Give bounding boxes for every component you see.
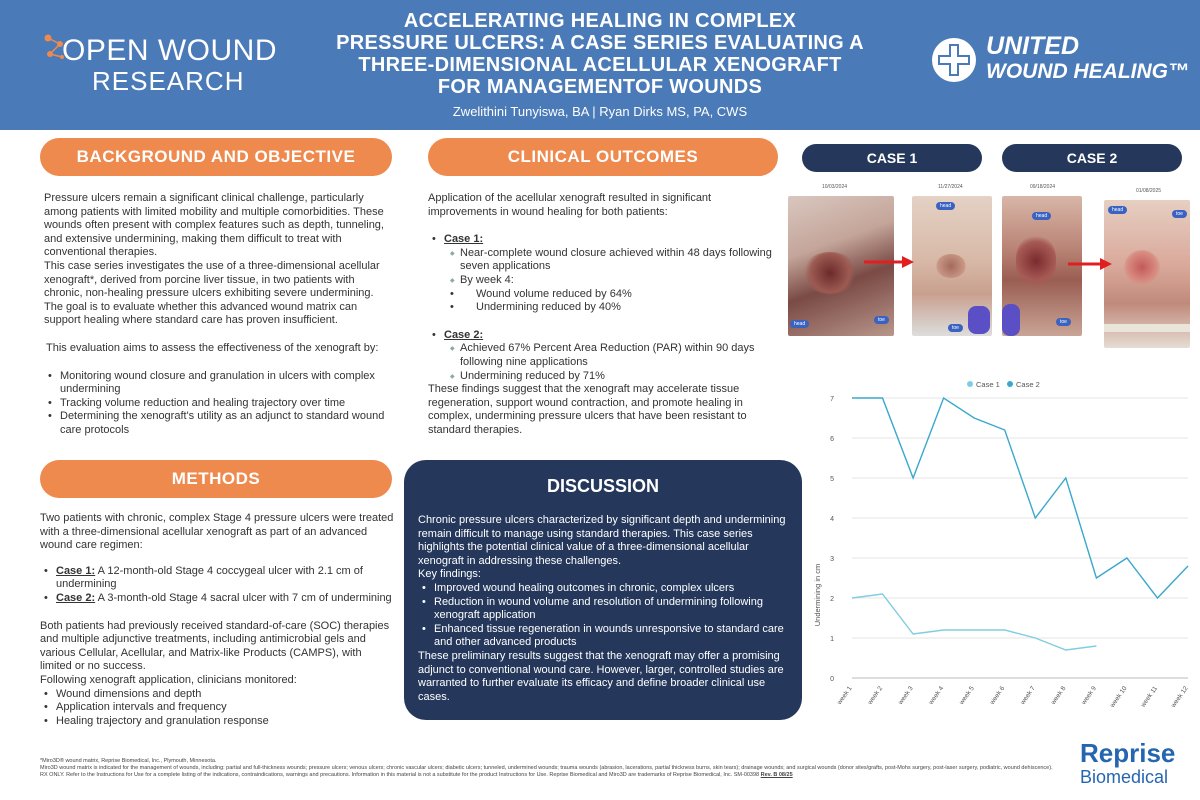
arrow-right-icon <box>862 254 914 270</box>
footer-disclaimer <box>40 758 1080 780</box>
footer-rev: Rev. B 08/25 <box>760 772 793 779</box>
outcomes-case2-item: ◆ Undermining reduced by 71% <box>428 370 778 384</box>
footer-line3: RX ONLY. Refer to the Instructions for Use for a complete listing of the indications, contraindications, warnings and precautions. Information in this material is not a substitute for the product Instructions for Use. Reprise Biomedical and Miro3D are trademarks of Reprise Biomedical, Inc. SM-00398 Rev. B 08/25 <box>40 772 793 779</box>
photo-date: 01/08/2025 <box>1136 188 1162 194</box>
photo-tag: head <box>1108 206 1127 214</box>
outcomes-case1 <box>428 233 778 247</box>
methods-case1-label: Case 1: <box>56 564 96 577</box>
y-tick-label: 7 <box>830 396 834 403</box>
x-tick-label: week 3 <box>897 685 915 707</box>
authors: Zwelithini Tunyiswa, BA | Ryan Dirks MS, PA, CWS <box>452 104 748 119</box>
y-tick-label: 0 <box>830 676 834 683</box>
methods-case1 <box>40 565 396 592</box>
x-tick-label: week 12 <box>1170 685 1190 709</box>
discussion-bullet: • Improved wound healing outcomes in chronic, complex ulcers <box>418 582 790 596</box>
x-tick-label: week 1 <box>836 685 854 707</box>
outcomes-case2-label: Case 2: <box>444 328 484 341</box>
title-line: FOR MANAGEMENTOF WOUNDS <box>437 76 763 98</box>
outcomes-conclusion: These findings suggest that the xenograft may accelerate tissue regeneration, support wound contraction, and promote healing in complex, undermining pressure ulcers that have been resistant to standard therapies. <box>428 383 747 436</box>
y-tick-label: 2 <box>830 596 834 603</box>
methods-bullet: • Healing trajectory and granulation response <box>40 715 396 729</box>
y-tick-label: 6 <box>830 436 834 443</box>
outcomes-intro: Application of the acellular xenograft resulted in significant improvements in wound healing for both patients: <box>428 192 712 218</box>
logo-left-line2: RESEARCH <box>92 66 245 96</box>
discussion-bullet: • Enhanced tissue regeneration in wounds unresponsive to standard care and other advanced products <box>418 623 790 650</box>
methods-para1: Two patients with chronic, complex Stage 4 pressure ulcers were treated with a three-dimensional acellular xenograft as part of an advanced wound care regimen: <box>40 512 394 552</box>
title-line: PRESSURE ULCERS: A CASE SERIES EVALUATING A <box>336 32 864 54</box>
legend-marker <box>967 381 973 387</box>
title-line: ACCELERATING HEALING IN COMPLEX <box>403 10 797 32</box>
background-text <box>44 192 394 438</box>
chart-grid <box>852 398 1188 678</box>
outcomes-case2 <box>428 329 778 343</box>
reprise-logo-line2: Biomedical <box>1080 767 1169 787</box>
legend-marker <box>1007 381 1013 387</box>
chart-legend <box>967 380 1040 389</box>
background-bullet: • Monitoring wound closure and granulation in ulcers with complex undermining <box>44 370 394 397</box>
photo-tag: head <box>1032 212 1051 220</box>
background-bullet: • Determining the xenograft's utility as an adjunct to standard wound care protocols <box>44 410 394 437</box>
methods-bullet: • Application intervals and frequency <box>40 701 396 715</box>
x-tick-label: week 11 <box>1139 685 1160 709</box>
outcomes-text <box>428 192 778 438</box>
y-tick-label: 5 <box>830 476 834 483</box>
photo-tag: head <box>936 202 955 210</box>
footer-line2: Miro3D wound matrix is indicated for the management of wounds, including: partial and full-thickness wounds; pressure ulcers; venous ulcers; chronic vascular ulcers; diabetic ulcers; tunneled, undermined wounds; trauma wounds (abrasion, lacerations, partial thickness burns, skin tears); drainage wounds; and surgical wounds (donor sites/grafts, post-Mohs surgery, post-laser surgery, podiatric, wound dehiscence). <box>40 765 1053 772</box>
photo-tag: toe <box>874 316 889 324</box>
wound-photo-case2-after <box>1104 200 1190 348</box>
photo-tag: toe <box>948 324 963 332</box>
x-tick-label: week 6 <box>988 685 1007 707</box>
photo-tag: head <box>790 320 809 328</box>
chart-y-ticks <box>830 396 834 683</box>
x-tick-label: week 2 <box>866 685 885 707</box>
discussion-text <box>418 514 790 704</box>
photo-tag: toe <box>1056 318 1071 326</box>
methods-text <box>40 512 396 728</box>
photo-date: 10/03/2024 <box>822 184 848 190</box>
y-tick-label: 4 <box>830 516 834 523</box>
y-tick-label: 3 <box>830 556 834 563</box>
methods-case2 <box>40 592 396 606</box>
poster-title <box>300 10 900 98</box>
logo-right-line1: UNITED <box>986 32 1080 60</box>
background-para1: Pressure ulcers remain a significant clinical challenge, particularly among patients with limited mobility and multiple comorbidities. These wounds often present with complex features such as depth, tunneling, and extensive undermining, making them difficult to treat with conventional therapies. <box>44 192 384 259</box>
outcomes-heading: CLINICAL OUTCOMES <box>428 138 778 176</box>
chart-y-label: Undermining in cm <box>813 563 822 627</box>
outcomes-case1-sub: • Wound volume reduced by 64% <box>428 288 778 302</box>
reprise-biomedical-logo <box>1080 738 1175 788</box>
discussion-box <box>404 460 802 720</box>
discussion-para2: These preliminary results suggest that the xenograft may offer a promising adjunct to conventional wound care. However, larger, controlled studies are warranted to further evaluate its efficacy and define broader clinical use cases. <box>418 649 784 703</box>
poster-header <box>0 0 1200 130</box>
cross-icon <box>930 36 978 84</box>
background-para2: This case series investigates the use of a three-dimensional acellular xenograft*, derived from porcine liver tissue, in two patients with chronic, non-healing pressure ulcers exhibiting severe undermining. The goal is to evaluate whether this advanced wound matrix can support healing where standard care has proven insufficient. <box>44 259 380 327</box>
methods-bullet: • Wound dimensions and depth <box>40 688 396 702</box>
arrow-right-icon <box>1066 256 1112 272</box>
legend-label: Case 1 <box>976 380 1000 389</box>
photo-tag: toe <box>1172 210 1187 218</box>
methods-heading: METHODS <box>40 460 392 498</box>
united-wound-healing-logo <box>930 32 1190 92</box>
x-tick-label: week 10 <box>1108 685 1129 709</box>
x-tick-label: week 9 <box>1080 685 1099 707</box>
footer-line1: *Miro3D® wound matrix, Reprise Biomedical, Inc., Plymouth, Minnesota. <box>40 758 217 764</box>
outcomes-case1-label: Case 1: <box>444 233 484 246</box>
chart-x-ticks <box>836 685 1190 710</box>
methods-case1-text: A 12-month-old Stage 4 coccygeal ulcer with 2.1 cm of undermining <box>56 564 363 591</box>
outcomes-case1-item: ◆ By week 4: <box>428 274 778 288</box>
wound-photo-case1-after <box>912 196 992 336</box>
discussion-para1: Chronic pressure ulcers characterized by significant depth and undermining remain difficult to manage using standard therapies. This case series highlights the potential clinical value of a three-dimensional acellular xenograft in addressing these challenges. <box>418 514 786 567</box>
discussion-bullet: • Reduction in wound volume and resolution of undermining following xenograft application <box>418 596 790 623</box>
outcomes-case1-sub: • Undermining reduced by 40% <box>428 301 778 315</box>
case2-heading: CASE 2 <box>1002 144 1182 172</box>
background-para3: This evaluation aims to assess the effectiveness of the xenograft by: <box>46 341 379 354</box>
background-bullet: • Tracking volume reduction and healing trajectory over time <box>44 397 394 411</box>
open-wound-research-logo <box>42 28 282 98</box>
x-tick-label: week 5 <box>958 685 976 707</box>
background-heading: BACKGROUND AND OBJECTIVE <box>40 138 392 176</box>
x-tick-label: week 4 <box>927 685 946 707</box>
methods-para3: Following xenograft application, clinicians monitored: <box>40 673 297 686</box>
reprise-logo-line1: Reprise <box>1080 738 1176 768</box>
methods-case2-label: Case 2: <box>56 591 96 604</box>
y-tick-label: 1 <box>830 636 834 643</box>
legend-label: Case 2 <box>1016 380 1040 389</box>
methods-case2-text: A 3-month-old Stage 4 sacral ulcer with 7 cm of undermining <box>95 591 392 604</box>
series-line-2 <box>852 398 1188 598</box>
series-line-1 <box>852 594 1096 650</box>
discussion-heading: DISCUSSION <box>546 476 660 496</box>
logo-left-line1: OPEN WOUND <box>62 34 277 67</box>
logo-right-line2: WOUND HEALING™ <box>986 60 1189 83</box>
case1-heading: CASE 1 <box>802 144 982 172</box>
photo-date: 11/27/2024 <box>938 184 963 190</box>
outcomes-case2-item: ◆ Achieved 67% Percent Area Reduction (PAR) within 90 days following nine applications <box>428 342 778 369</box>
discussion-key-label: Key findings: <box>418 568 481 581</box>
methods-para2: Both patients had previously received standard-of-care (SOC) therapies and multiple adjunctive treatments, including antimicrobial gels and various Cellular, Acellular, and Matrix-like Products (CAMPS), with limited or no success. <box>40 619 390 673</box>
photo-date: 09/18/2024 <box>1030 184 1056 190</box>
chart-series <box>852 398 1188 650</box>
outcomes-case1-item: ◆ Near-complete wound closure achieved within 48 days following seven applications <box>428 247 778 274</box>
title-line: THREE-DIMENSIONAL ACELLULAR XENOGRAFT <box>358 54 842 76</box>
x-tick-label: week 8 <box>1049 685 1068 707</box>
undermining-line-chart <box>800 370 1198 740</box>
x-tick-label: week 7 <box>1019 685 1037 707</box>
